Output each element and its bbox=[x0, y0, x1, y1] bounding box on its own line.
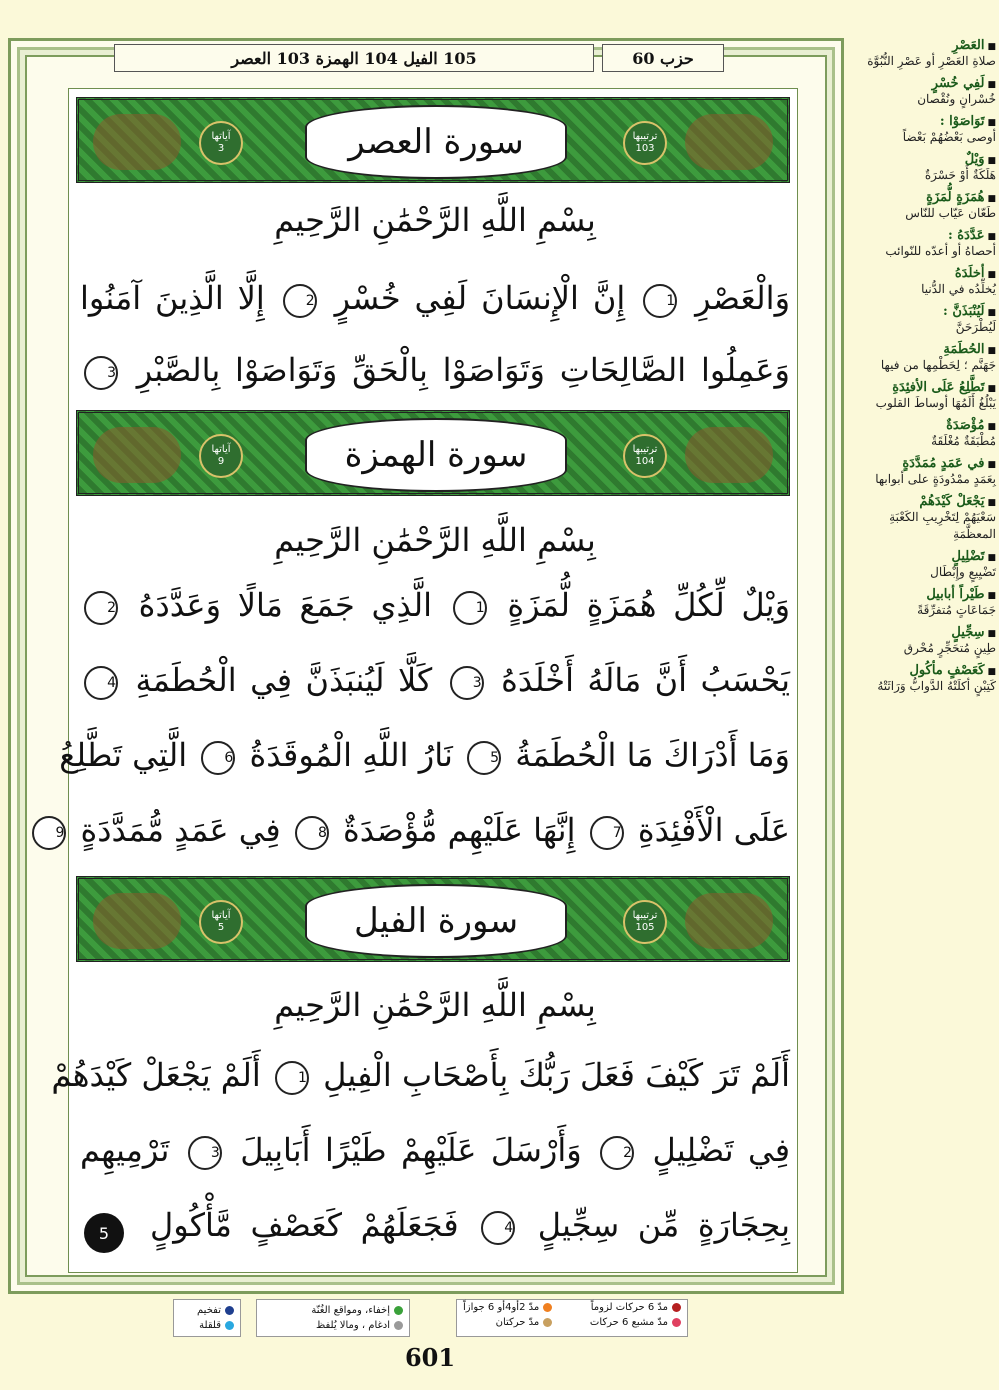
color-dot bbox=[543, 1303, 552, 1312]
medal-value: 9 bbox=[217, 456, 225, 467]
ayah-text: فَجَعَلَهُمْ كَعَصْفٍ مَّأْكُولٍ bbox=[150, 1206, 459, 1244]
medal-label: ترتيبها bbox=[632, 444, 658, 455]
medal-label: آياتها bbox=[211, 444, 231, 455]
glossary-meaning: جَمَاعَاتٍ مُتفرِّقَةً bbox=[917, 603, 996, 617]
glossary-word: ■ في عَمَدٍ مُمَدَّدَةٍ bbox=[846, 456, 996, 471]
glossary-word: ■ العَصْرِ bbox=[846, 38, 996, 53]
ayah-text: الَّذِي جَمَعَ مَالًا وَعَدَّدَهُ bbox=[138, 586, 432, 624]
glossary-meaning: هَلَكَةٌ أَوْ حَسْرَةٌ bbox=[924, 168, 996, 182]
glossary-meaning: أوصى بَعْضُهُمْ بَعْضاً bbox=[902, 130, 996, 144]
medal-label: آياتها bbox=[211, 131, 231, 142]
glossary-meaning: سَعْيَهُمْ لِتَخْرِيبِ الكَعْبَةِ المعظَّمَةِ bbox=[889, 510, 996, 541]
ayah-text: إِنَّ الْإِنسَانَ لَفِي خُسْرٍ bbox=[334, 279, 626, 317]
color-dot bbox=[394, 1306, 403, 1315]
ayat-count-medal bbox=[199, 121, 243, 165]
medal-label: ترتيبها bbox=[632, 131, 658, 142]
ayah-number: 5 bbox=[467, 741, 501, 775]
ayah-text: يَحْسَبُ أَنَّ مَالَهُ أَخْلَدَهُ bbox=[501, 661, 790, 699]
glossary-meaning: يُخلِّدُه في الدُّنيا bbox=[921, 282, 996, 296]
ayah-text: وَالْعَصْرِ bbox=[695, 279, 791, 317]
medal-label: ترتيبها bbox=[632, 910, 658, 921]
glossary-entry bbox=[846, 587, 996, 619]
color-dot bbox=[225, 1321, 234, 1330]
ayah-text: فِي تَضْلِيلٍ bbox=[652, 1131, 791, 1169]
glossary-entry bbox=[846, 228, 996, 260]
ayah-text: بِحِجَارَةٍ مِّن سِجِّيلٍ bbox=[537, 1206, 790, 1244]
surah-title: سورة الفيل bbox=[305, 884, 567, 958]
ayah-number: 9 bbox=[32, 816, 66, 850]
glossary-meaning: جَهَنَّم ؛ لِحَطْمِها من فيها bbox=[880, 358, 996, 372]
tajweed-legend bbox=[173, 1299, 241, 1337]
ayah-number: 4 bbox=[481, 1211, 515, 1245]
glossary-meaning: طَعّان عَيّاب للنّاس bbox=[905, 206, 996, 220]
ayah-line bbox=[80, 268, 790, 328]
ornament bbox=[685, 114, 773, 170]
glossary-word: ■ يَجْعَلْ كَيْدَهُمْ bbox=[846, 494, 996, 509]
glossary-entry bbox=[846, 418, 996, 450]
ayah-number: 8 bbox=[295, 816, 329, 850]
legend-label: قلقلة bbox=[199, 1320, 221, 1331]
tajweed-legend bbox=[256, 1299, 410, 1337]
ornament bbox=[685, 427, 773, 483]
ayah-line bbox=[59, 725, 790, 785]
page-number: 601 bbox=[404, 1343, 456, 1372]
surah-banner-fil bbox=[76, 876, 790, 962]
ornament bbox=[93, 427, 181, 483]
glossary-entry bbox=[846, 114, 996, 146]
glossary-meaning: تَضْيِيعٍ وإِبْطَال bbox=[930, 565, 996, 579]
legend-label: مدّ 6 حركات لزوماً bbox=[590, 1302, 668, 1313]
glossary-word: ■ الحُطَمَةِ bbox=[846, 342, 996, 357]
glossary-word: ■ طَيْراً أبابيل bbox=[846, 587, 996, 602]
ayah-line bbox=[80, 340, 790, 400]
glossary-word: ■ مُؤْصَدَةٌ bbox=[846, 418, 996, 433]
glossary-meaning: يَبْلُغُ أَلَمُهَا أوساطَ القلوب bbox=[875, 396, 996, 410]
ayah-number: 3 bbox=[450, 666, 484, 700]
legend-label: مدّ 2أو4أو 6 جوازاً bbox=[463, 1302, 540, 1313]
glossary-entry bbox=[846, 494, 996, 543]
ayah-number: 2 bbox=[84, 591, 118, 625]
ayat-count-medal bbox=[199, 434, 243, 478]
glossary-word: ■ هُمَزَةٍ لُّمَزَةٍ bbox=[846, 190, 996, 205]
ayah-text: فِي عَمَدٍ مُّمَدَّدَةٍ bbox=[80, 811, 281, 849]
surah-banner-humaza bbox=[76, 410, 790, 496]
ayah-number: 7 bbox=[590, 816, 624, 850]
ayah-line bbox=[80, 1120, 790, 1180]
medal-value: 104 bbox=[635, 456, 655, 467]
glossary-word: ■ سِجِّيلٍ bbox=[846, 625, 996, 640]
glossary-meaning: أحصاهُ أو أعدّه للنّوائب bbox=[885, 244, 996, 258]
glossary-meaning: طِينٍ مُتحَجِّرٍ مُحْرق bbox=[903, 641, 996, 655]
medal-value: 103 bbox=[635, 143, 655, 154]
ayah-text: وَيْلٌ لِّكُلِّ هُمَزَةٍ لُّمَزَةٍ bbox=[507, 586, 791, 624]
legend-label: مدّ مشبع 6 حركات bbox=[589, 1317, 668, 1328]
ayah-number: 1 bbox=[275, 1061, 309, 1095]
ayah-number: 3 bbox=[84, 356, 118, 390]
ayah-end-marker: 5 bbox=[84, 1213, 124, 1253]
glossary-meaning: خُسْرانٍ ونُقْصان bbox=[917, 92, 996, 106]
glossary-entry bbox=[846, 342, 996, 374]
glossary-entry bbox=[846, 38, 996, 70]
ayah-number: 4 bbox=[84, 666, 118, 700]
ornament bbox=[93, 893, 181, 949]
ayah-text: كَلَّا لَيُنبَذَنَّ فِي الْحُطَمَةِ bbox=[135, 661, 433, 699]
ayah-text: وَأَرْسَلَ عَلَيْهِمْ طَيْرًا أَبَابِيلَ bbox=[240, 1131, 582, 1169]
ayah-text: عَلَى الْأَفْئِدَةِ bbox=[637, 811, 790, 849]
ayah-text: تَرْمِيهِم bbox=[80, 1131, 170, 1169]
glossary-entry bbox=[846, 549, 996, 581]
ayah-text: أَلَمْ يَجْعَلْ كَيْدَهُمْ bbox=[51, 1056, 261, 1094]
ayah-line bbox=[80, 650, 790, 710]
ayah-text: إِلَّا الَّذِينَ آمَنُوا bbox=[80, 279, 265, 317]
glossary-word: ■ كَعَصْفٍ مأكُول bbox=[846, 663, 996, 678]
basmala: بِسْمِ اللَّهِ الرَّحْمَٰنِ الرَّحِيمِ bbox=[274, 986, 596, 1024]
ayah-number: 1 bbox=[453, 591, 487, 625]
color-dot bbox=[543, 1318, 552, 1327]
ayah-text: إِنَّهَا عَلَيْهِم مُّؤْصَدَةٌ bbox=[343, 811, 576, 849]
medal-value: 5 bbox=[217, 922, 225, 933]
glossary-entry bbox=[846, 456, 996, 488]
ayah-number: 6 bbox=[201, 741, 235, 775]
glossary-word: ■ لَيُنْبَذَنَّ : bbox=[846, 304, 996, 319]
glossary-entry bbox=[846, 152, 996, 184]
surah-title: سورة الهمزة bbox=[305, 418, 567, 492]
glossary-word: ■ أخلَدَهُ bbox=[846, 266, 996, 281]
legend-label: إخفاء، ومواقع الغُنّة bbox=[311, 1305, 390, 1316]
medal-value: 105 bbox=[635, 922, 655, 933]
legend-label: مدّ حركتان bbox=[495, 1317, 540, 1328]
glossary-entry bbox=[846, 304, 996, 336]
ayah-text: وَعَمِلُوا الصَّالِحَاتِ وَتَوَاصَوْا بِالْحَقِّ وَتَوَاصَوْا بِالصَّبْرِ bbox=[136, 351, 791, 389]
glossary-word: ■ تَضْلِيلٍ bbox=[846, 549, 996, 564]
ornament bbox=[93, 114, 181, 170]
ayah-text: نَارُ اللَّهِ الْمُوقَدَةُ bbox=[249, 736, 453, 774]
glossary-sidebar bbox=[846, 38, 996, 701]
glossary-entry bbox=[846, 663, 996, 695]
medal-label: آياتها bbox=[211, 910, 231, 921]
glossary-entry bbox=[846, 380, 996, 412]
glossary-entry bbox=[846, 266, 996, 298]
ayah-line bbox=[150, 1195, 790, 1255]
glossary-entry bbox=[846, 625, 996, 657]
ayah-text: وَمَا أَدْرَاكَ مَا الْحُطَمَةُ bbox=[515, 736, 790, 774]
ornament bbox=[685, 893, 773, 949]
ayah-line bbox=[80, 575, 790, 635]
ayah-text: أَلَمْ تَرَ كَيْفَ فَعَلَ رَبُّكَ بِأَصْحَابِ الْفِيلِ bbox=[323, 1056, 790, 1094]
ayah-number: 1 bbox=[643, 284, 677, 318]
glossary-meaning: صلاةِ العَصْرِ أو عَصْرِ النُّبُوَّة bbox=[867, 54, 996, 68]
legend-label: تفخيم bbox=[197, 1305, 221, 1316]
glossary-word: ■ عَدَّدَهُ : bbox=[846, 228, 996, 243]
color-dot bbox=[394, 1321, 403, 1330]
basmala: بِسْمِ اللَّهِ الرَّحْمَٰنِ الرَّحِيمِ bbox=[274, 201, 596, 239]
ayah-text: الَّتِي تَطَّلِعُ bbox=[59, 736, 188, 774]
basmala: بِسْمِ اللَّهِ الرَّحْمَٰنِ الرَّحِيمِ bbox=[274, 521, 596, 559]
glossary-meaning: لَيُطْرَحَنَّ bbox=[955, 320, 996, 334]
glossary-word: ■ لَفِي خُسْرٍ bbox=[846, 76, 996, 91]
legend-label: ادغام ، ومالا يُلفظ bbox=[315, 1320, 390, 1331]
glossary-word: ■ وَيْلٌ bbox=[846, 152, 996, 167]
tajweed-legend bbox=[456, 1299, 688, 1337]
glossary-word: ■ تَوَاصَوْا : bbox=[846, 114, 996, 129]
ayah-line bbox=[55, 800, 790, 860]
surah-header: 105 الفيل 104 الهمزة 103 العصر bbox=[114, 44, 594, 72]
ayat-count-medal bbox=[199, 900, 243, 944]
glossary-meaning: بِعَمَدٍ ممْدُودَةٍ على أبوابها bbox=[875, 472, 996, 486]
ayah-number: 2 bbox=[600, 1136, 634, 1170]
hizb-label: حزب 60 bbox=[602, 44, 724, 72]
glossary-entry bbox=[846, 76, 996, 108]
ayah-number: 3 bbox=[188, 1136, 222, 1170]
ayah-line bbox=[51, 1045, 790, 1105]
glossary-word: ■ تَطَّلِعُ عَلَى الأفئِدَةِ bbox=[846, 380, 996, 395]
glossary-meaning: مُطْبَقَةٌ مُغْلَقَةٌ bbox=[931, 434, 996, 448]
color-dot bbox=[672, 1303, 681, 1312]
color-dot bbox=[672, 1318, 681, 1327]
surah-title: سورة العصر bbox=[305, 105, 567, 179]
order-medal bbox=[623, 900, 667, 944]
order-medal bbox=[623, 121, 667, 165]
ayah-number: 2 bbox=[283, 284, 317, 318]
glossary-entry bbox=[846, 190, 996, 222]
color-dot bbox=[225, 1306, 234, 1315]
glossary-meaning: كَتِبْنٍ أكلَتْهُ الدَّوابُّ وَرَاثَتْهُ bbox=[877, 679, 996, 693]
medal-value: 3 bbox=[217, 143, 225, 154]
surah-banner-asr bbox=[76, 97, 790, 183]
order-medal bbox=[623, 434, 667, 478]
